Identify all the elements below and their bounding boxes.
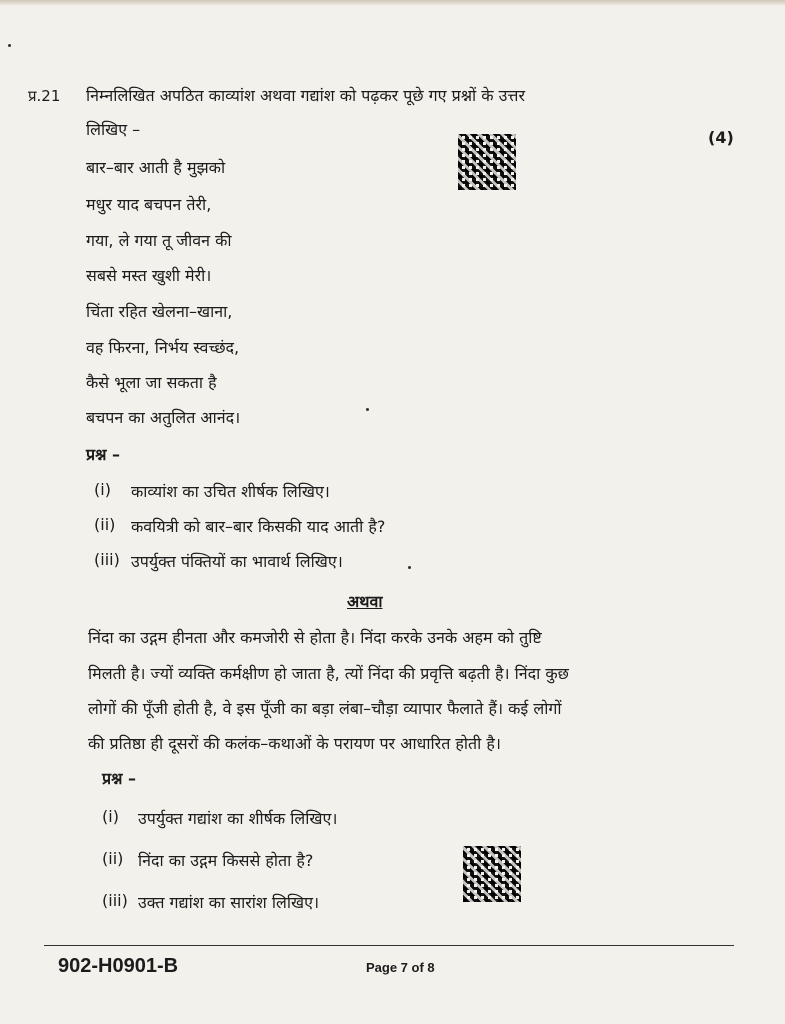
poem-line: वह फिरना, निर्भय स्वच्छंद,: [86, 338, 240, 357]
poem-line: गया, ले गया तू जीवन की: [86, 231, 232, 250]
question-item-text: उपर्युक्त गद्यांश का शीर्षक लिखिए।: [138, 809, 338, 828]
question-item-text: कवयित्री को बार–बार किसकी याद आती है?: [131, 517, 386, 536]
speck: [408, 566, 411, 569]
poem-line: मधुर याद बचपन तेरी,: [86, 195, 212, 214]
qr-code-bottom: [463, 846, 521, 902]
speck: [8, 44, 11, 47]
poem-line: बार–बार आती है मुझको: [86, 158, 226, 177]
footer-rule: [44, 945, 734, 946]
poem-line: सबसे मस्त खुशी मेरी।: [86, 266, 212, 285]
or-heading: अथवा: [347, 592, 383, 611]
marks-label: (4): [708, 128, 734, 147]
question-item-text: उपर्युक्त पंक्तियों का भावार्थ लिखिए।: [131, 552, 343, 571]
page-top-edge: [0, 0, 785, 6]
paper-code: 902-H0901-B: [58, 955, 179, 977]
question-item-number: (i): [94, 480, 111, 499]
poem-line: चिंता रहित खेलना–खाना,: [86, 302, 233, 321]
poem-line: बचपन का अतुलित आनंद।: [86, 408, 241, 427]
passage-line: की प्रतिष्ठा ही दूसरों की कलंक–कथाओं के परायण पर आधारित होती है।: [88, 734, 501, 753]
question-item-text: काव्यांश का उचित शीर्षक लिखिए।: [131, 482, 330, 501]
poem-line: कैसे भूला जा सकता है: [86, 373, 217, 392]
qr-code-top: [458, 134, 516, 190]
passage-line: लोगों की पूँजी होती है, वे इस पूँजी का बड़ा लंबा–चौड़ा व्यापार फैलाते हैं। कई लोगों: [88, 699, 562, 718]
question-item-number: (iii): [94, 550, 120, 569]
passage-line: मिलती है। ज्यों व्यक्ति कर्मक्षीण हो जाता है, त्यों निंदा की प्रवृत्ति बढ़ती है। निंदा कुछ: [88, 664, 569, 683]
page-number: Page 7 of 8: [366, 960, 435, 975]
passage-line: निंदा का उद्गम हीनता और कमजोरी से होता है। निंदा करके उनके अहम को तुष्टि: [88, 628, 542, 647]
question-item-text: उक्त गद्यांश का सारांश लिखिए।: [138, 893, 320, 912]
question-item-text: निंदा का उद्गम किससे होता है?: [138, 851, 314, 870]
poem-questions-heading: प्रश्न –: [86, 445, 120, 464]
question-item-number: (ii): [102, 849, 124, 868]
question-item-number: (iii): [102, 891, 128, 910]
question-number: प्र.21: [28, 87, 61, 105]
passage-questions-heading: प्रश्न –: [102, 769, 136, 788]
question-item-number: (i): [102, 807, 119, 826]
instruction-line-2: लिखिए –: [86, 120, 141, 139]
instruction-line-1: निम्नलिखित अपठित काव्यांश अथवा गद्यांश को पढ़कर पूछे गए प्रश्नों के उत्तर: [86, 86, 526, 105]
speck: [366, 408, 369, 411]
question-item-number: (ii): [94, 515, 116, 534]
